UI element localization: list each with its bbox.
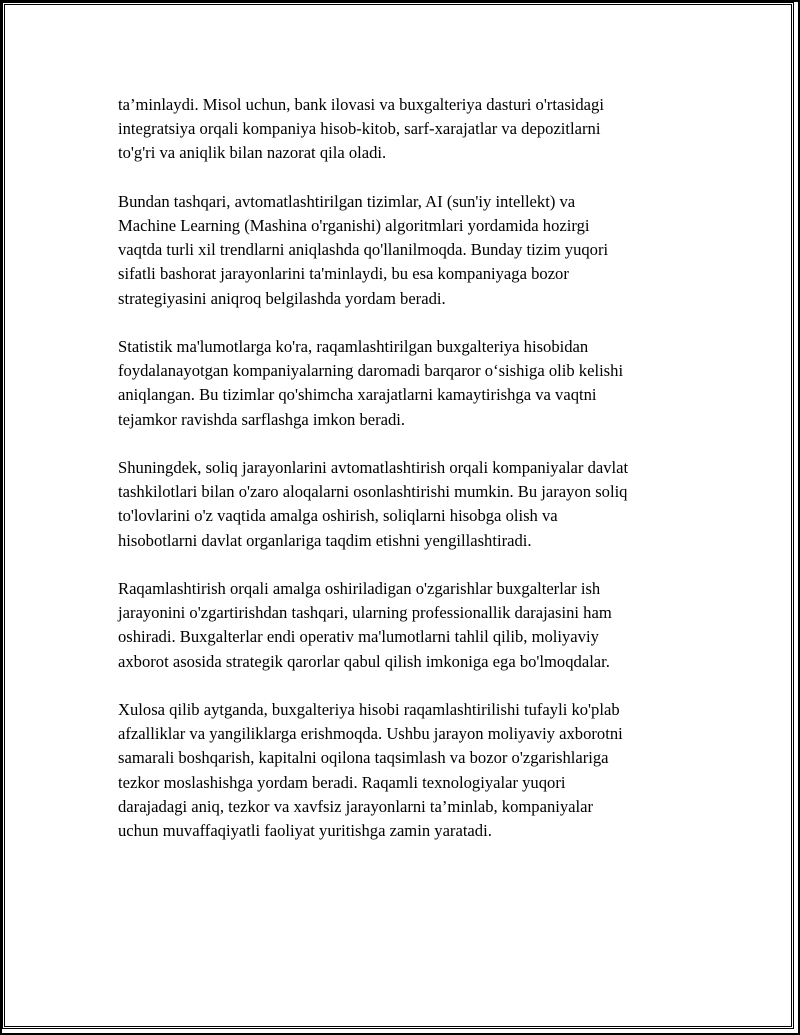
text-line: foydalanayotgan kompaniyalarning daromadi barqaror o‘sishiga olib kelishi — [118, 361, 624, 381]
paragraph — [118, 190, 698, 311]
text-line: tezkor moslashishga yordam beradi. Raqamli texnologiyalar yuqori — [118, 772, 566, 792]
paragraph — [118, 698, 698, 843]
text-line: Machine Learning (Mashina o'rganishi) algoritmlari yordamida hozirgi — [118, 216, 590, 235]
text-line: axborot asosida strategik qarorlar qabul qilish imkoniga ega bo'lmoqdalar. — [118, 651, 610, 671]
text-line: samarali boshqarish, kapitalni oqilona taqsimlash va bozor o'zgarishlariga — [118, 748, 609, 768]
text-line: oshiradi. Buxgalterlar endi operativ ma'lumotlarni tahlil qilib, moliyaviy — [118, 627, 599, 647]
text-line: strategiyasini aniqroq belgilashda yordam beradi. — [118, 288, 446, 308]
text-line: Raqamlashtirish orqali amalga oshiriladigan o'zgarishlar buxgalterlar ish — [118, 579, 601, 598]
text-line: aniqlangan. Bu tizimlar qo'shimcha xarajatlarni kamaytirishga va vaqtni — [118, 385, 597, 405]
text-line: Xulosa qilib aytganda, buxgalteriya hisobi raqamlashtirilishi tufayli ko'plab — [118, 700, 620, 719]
text-line: Statistik ma'lumotlarga ko'ra, raqamlashtirilgan buxgalteriya hisobidan — [118, 337, 589, 356]
paragraph — [118, 577, 698, 674]
text-line: jarayonini o'zgartirishdan tashqari, ularning professionallik darajasini ham — [118, 603, 612, 623]
text-line: Bundan tashqari, avtomatlashtirilgan tizimlar, AI (sun'iy intellekt) va — [118, 191, 576, 211]
text-line: hisobotlarni davlat organlariga taqdim etishni yengillashtiradi. — [118, 530, 532, 550]
text-line: darajadagi aniq, tezkor va xavfsiz jarayonlarni ta’minlab, kompaniyalar — [118, 796, 594, 816]
text-line: uchun muvaffaqiyatli faoliyat yuritishga zamin yaratadi. — [118, 821, 492, 841]
text-line: Shuningdek, soliq jarayonlarini avtomatlashtirish orqali kompaniyalar davlat — [118, 458, 629, 477]
text-line: tejamkor ravishda sarflashga imkon beradi. — [118, 409, 406, 429]
paragraph — [118, 335, 698, 432]
text-line: sifatli bashorat jarayonlarini ta'minlaydi, bu esa kompaniyaga bozor — [118, 264, 569, 284]
text-line: vaqtda turli xil trendlarni aniqlashda qo'llanilmoqda. Bunday tizim yuqori — [118, 240, 609, 260]
text-line: to'lovlarini o'z vaqtida amalga oshirish, soliqlarni hisobga olish va — [118, 506, 558, 526]
document-body — [118, 93, 698, 867]
text-line: to'g'ri va aniqlik bilan nazorat qila oladi. — [118, 143, 387, 163]
text-line: afzalliklar va yangiliklarga erishmoqda. Ushbu jarayon moliyaviy axborotni — [118, 724, 623, 744]
text-line: integratsiya orqali kompaniya hisob-kitob, sarf-xarajatlar va depozitlarni — [118, 119, 601, 139]
paragraph — [118, 456, 698, 553]
text-line: ta’minlaydi. Misol uchun, bank ilovasi va buxgalteriya dasturi o'rtasidagi — [118, 95, 604, 114]
text-line: tashkilotlari bilan o'zaro aloqalarni osonlashtirishi mumkin. Bu jarayon soliq — [118, 482, 628, 502]
paragraph — [118, 93, 698, 166]
